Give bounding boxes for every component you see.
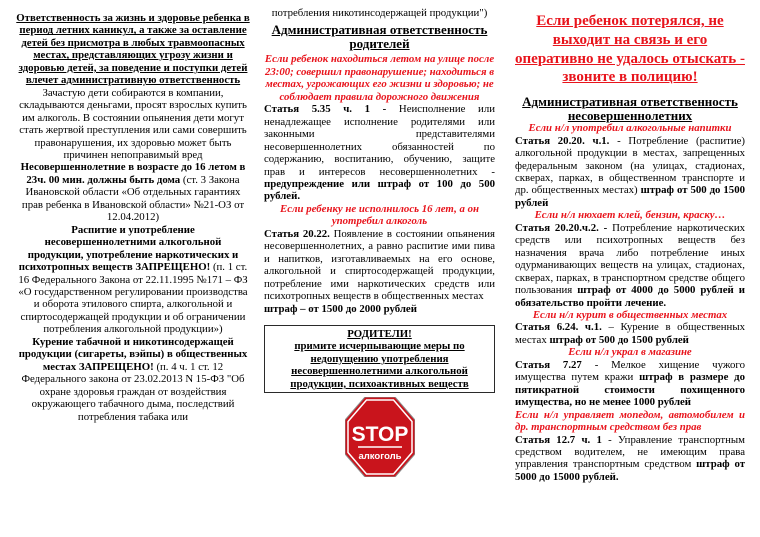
article-penalty: штраф от 500 до 1500 рублей bbox=[549, 333, 689, 346]
alcohol-ban-paragraph bbox=[16, 224, 250, 336]
parents-notice-box bbox=[264, 325, 495, 393]
article-20-22-penalty: штраф – от 1500 до 2000 рублей bbox=[264, 302, 417, 315]
article-penalty: штраф от 5000 до 15000 рублей. bbox=[515, 458, 746, 483]
curfew-rule: Несовершеннолетние в возрасте до 16 летом в 23ч. 00 мин. должны быть дома bbox=[20, 161, 246, 186]
article-5-35-penalty: предупреждение или штраф от 100 до 500 рублей. bbox=[264, 177, 495, 203]
article-text: - Управление транспортным средством водителем, не имеющим права управления транспортным средством bbox=[515, 433, 745, 471]
article-5-35-number: Статья 5.35 ч. 1 - bbox=[264, 103, 387, 116]
article-text: - Мелкое хищение чужого имущества путем кражи bbox=[515, 358, 745, 384]
article-number: Статья 20.20. ч.1. bbox=[515, 134, 610, 147]
article-20-22-number: Статья 20.22. bbox=[264, 227, 330, 240]
article-text: – Курение в общественных местах bbox=[515, 321, 745, 346]
smoking-ban-paragraph bbox=[16, 336, 250, 423]
left-column-title: Ответственность за жизнь и здоровье ребенка в период летних каникул, а также за оставление детей без присмотра в любых травмоопасных местах, представляющих угрозу жизни и здоровью детей, за поведение и поступки детей влечет административную ответственность bbox=[16, 12, 250, 87]
article-penalty: штраф от 500 до 1500 рублей bbox=[515, 184, 745, 209]
smoking-ban-rule: Курение табачной и никотинсодержащей продукции (сигареты, вэйпы) в общественных местах ЗАПРЕЩЕНО! bbox=[18, 335, 248, 373]
alcohol-ban-rule: Распитие и употребление несовершеннолетними алкогольной продукции, употребление наркотических и психотропных веществ ЗАПРЕЩЕНО! bbox=[18, 223, 239, 274]
right-column bbox=[515, 12, 745, 483]
minors-case-condition: Если н/л нюхает клей, бензин, краску… bbox=[534, 209, 726, 222]
lost-child-alert: Если ребенок потерялся, не выходит на связь и его оперативно не удалось отыскать - звоните в полицию! bbox=[515, 13, 745, 86]
minors-case-article bbox=[515, 135, 745, 210]
article-number: Статья 20.20.ч.2. - bbox=[515, 221, 608, 234]
minors-case-article bbox=[515, 222, 745, 309]
stop-sign-word: STOP bbox=[351, 423, 408, 447]
minors-responsibility-title: Административная ответственность несовершеннолетних bbox=[522, 94, 738, 123]
minors-case-article bbox=[515, 434, 745, 484]
article-penalty: штраф в размере до пятикратной стоимости похищенного имущества, но не менее 1000 рублей bbox=[515, 371, 746, 409]
parents-responsibility-title: Административная ответственность родителей bbox=[271, 22, 488, 51]
minors-case-condition: Если н/л украл в магазине bbox=[568, 346, 692, 359]
left-column bbox=[16, 12, 250, 423]
curfew-paragraph bbox=[16, 161, 250, 223]
stop-sign-caption: алкоголь bbox=[357, 451, 402, 463]
article-5-35-paragraph bbox=[264, 103, 495, 203]
intro-paragraph: Зачастую дети собираются в компании, складываются деньгами, просят взрослых купить им алкоголь. В состоянии опьянения дети могут стать жертвой преступления или сами совершить правонарушения, их здоровью может быть причинен непоправимый вред bbox=[19, 86, 247, 161]
minors-case-condition: Если н/л управляет мопедом, автомобилем и др. транспортным средством без прав bbox=[515, 408, 745, 434]
article-20-22-paragraph bbox=[264, 228, 495, 315]
curfew-law-reference: (ст. 3 Закона Ивановской области «Об отдельных гарантиях прав ребенка в Ивановской области» №21-ОЗ от 12.04.2012) bbox=[21, 173, 245, 224]
article-number: Статья 12.7 ч. 1 bbox=[515, 433, 602, 446]
article-number: Статья 7.27 bbox=[515, 358, 582, 371]
article-penalty: штраф от 4000 до 5000 рублей и обязательство пройти лечение. bbox=[515, 284, 745, 309]
parents-case-curfew: Если ребенок находиться летом на улице после 23:00; совершил правонарушение; находиться в местах, угрожающих его жизни и здоровью; не соблюдает правила дорожного движения bbox=[264, 53, 495, 103]
article-20-22-text: Появление в состоянии опьянения несовершеннолетних, а равно распитие ими пива и напитков, изготавливаемых на его основе, алкогольной и спиртосодержащей продукции, потребление ими наркотических средств или психотропных веществ в общественных местах bbox=[264, 227, 495, 303]
parents-case-alcohol: Если ребенку не исполнилось 16 лет, а он употребил алкоголь bbox=[280, 202, 479, 228]
parents-notice-heading: РОДИТЕЛИ! bbox=[347, 327, 412, 340]
minors-case-condition: Если н/л употребил алкогольные напитки bbox=[528, 122, 732, 135]
middle-column bbox=[264, 7, 495, 477]
stop-alcohol-sign bbox=[345, 397, 415, 477]
article-text: - Потребление (распитие) алкогольной продукции в местах, запрещенных федеральным законом (на улицах, стадионах, скверах, парках, в общественном транспорте и др. общественных местах) bbox=[515, 134, 746, 197]
law-reference-continuation: потребления никотинсодержащей продукции") bbox=[271, 7, 488, 19]
alcohol-ban-law-reference: (п. 1 ст. 16 Федерального Закона от 22.11.1995 №171 – ФЗ «О государственном регулировании производства и оборота этилового спирта, алкогольной и спиртосодержащей продукции и об ограничении потребления алкогольной продукции») bbox=[18, 261, 248, 336]
smoking-ban-law-reference: (п. 4 ч. 1 ст. 12 Федерального закона от 23.02.2013 N 15-ФЗ "Об охране здоровья граждан от воздействия окружающего табачного дыма, последствий потребления табака или bbox=[21, 360, 245, 423]
minors-case-article bbox=[515, 321, 745, 346]
minors-case-article bbox=[515, 359, 745, 409]
parents-notice-text: примите исчерпывающие меры по недопущению употребления несовершеннолетними алкогольной продукции, психоактивных веществ bbox=[290, 340, 469, 390]
minors-case-condition: Если н/л курит в общественных местах bbox=[532, 308, 728, 321]
article-text: Потребление наркотических средств или психотропных веществ без назначения врача либо потребление иных одурманивающих веществ на улицах, стадионах, скверах, парках, в транспортном средстве общего пользования bbox=[515, 221, 745, 297]
article-number: Статья 6.24. ч.1. bbox=[515, 321, 602, 334]
article-5-35-text: Неисполнение или ненадлежащее исполнение родителями или законными представителями несовершеннолетних обязанностей по содержанию, воспитанию, обучению, защите прав и интересов несовершеннолетних - bbox=[264, 103, 495, 178]
